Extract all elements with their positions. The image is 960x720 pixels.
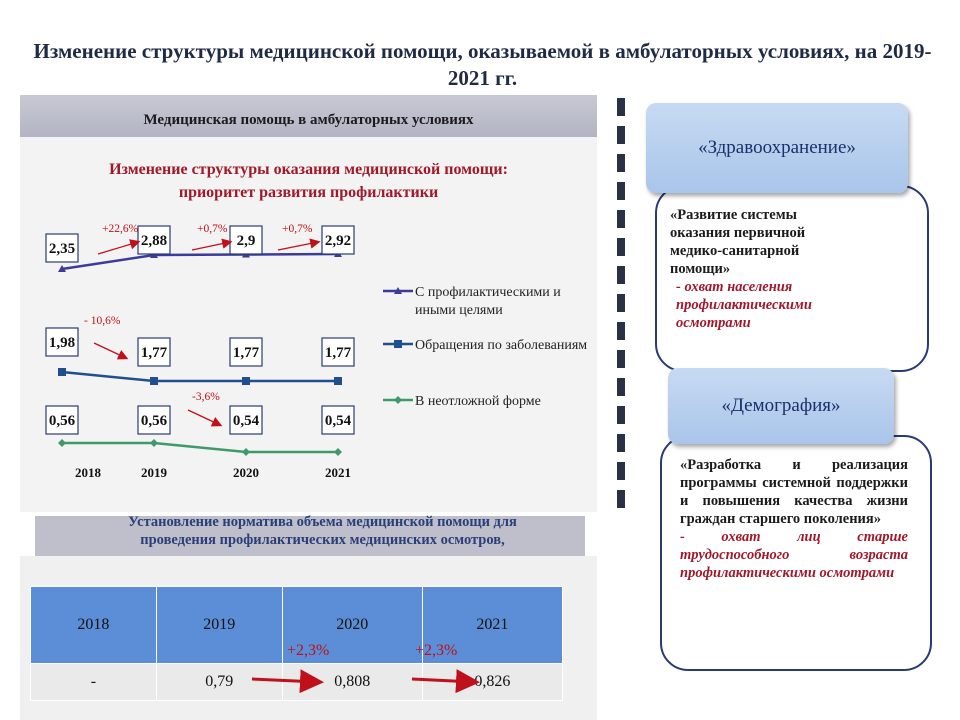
data-label: 0,56 — [140, 413, 168, 429]
legend-label: В неотложной форме — [415, 394, 541, 409]
demo-text — [680, 456, 908, 582]
data-label: 2,35 — [48, 241, 76, 257]
series-line-3 — [62, 443, 338, 452]
demo-pill: «Демография» — [668, 368, 894, 444]
norm-value-cell: 0,808 — [282, 664, 422, 701]
data-label: 1,77 — [140, 345, 168, 361]
change-annotation: +0,7% — [197, 223, 228, 235]
data-label: 2,88 — [140, 233, 168, 249]
data-point — [242, 377, 250, 385]
change-annotation: +22,6% — [102, 223, 139, 235]
legend-label: С профилактическими и — [415, 285, 561, 300]
x-tick-label: 2021 — [325, 465, 351, 480]
norm-header-cell: 2018 — [31, 587, 157, 664]
norm-header-cell: 2019 — [156, 587, 282, 664]
data-point — [334, 448, 342, 456]
dashed-divider — [617, 98, 625, 518]
change-arrow — [98, 242, 138, 254]
chart-title-line1: Изменение структуры оказания медицинской помощи: — [109, 161, 508, 178]
data-point — [58, 368, 66, 376]
change-annotation: -3,6% — [192, 391, 220, 403]
change-annotation: - 10,6% — [84, 315, 121, 327]
data-label: 0,54 — [324, 413, 352, 429]
data-point — [242, 448, 250, 456]
series-line-2 — [62, 372, 338, 381]
data-label: 0,56 — [48, 413, 76, 429]
data-label: 0,54 — [232, 413, 260, 429]
page-title: Изменение структуры медицинской помощи, оказываемой в амбулаторных условиях, на 2019-2021 гг. — [33, 39, 932, 90]
series-line-1 — [62, 254, 338, 269]
zdrav-sub: - охват населения профилактическими осмотрами — [676, 279, 812, 331]
data-label: 1,98 — [48, 335, 76, 351]
data-point — [58, 439, 66, 447]
norm-value-cell: 0,79 — [156, 664, 282, 701]
data-label: 1,77 — [324, 345, 352, 361]
legend-label: Обращения по заболеваниям — [415, 338, 588, 353]
chart-panel-header-text: Медицинская помощь в амбулаторных условиях — [143, 112, 474, 128]
zdrav-pill: «Здравоохранение» — [646, 103, 908, 193]
chart-title — [20, 158, 597, 204]
data-point — [150, 377, 158, 385]
zdrav-text — [670, 206, 850, 332]
change-arrow — [94, 343, 126, 358]
norm-value-cell: 0,826 — [422, 664, 562, 701]
increase-label: +2,3% — [287, 642, 330, 659]
norm-text-line1: Установление норматива объема медицинской помощи для — [128, 514, 517, 530]
chart-title-line2: приоритет развития профилактики — [178, 184, 439, 201]
x-tick-label: 2020 — [233, 465, 259, 480]
norm-table-value-row — [31, 664, 563, 701]
legend-label: иными целями — [415, 303, 503, 318]
norm-value-cell: - — [31, 664, 157, 701]
x-tick-label: 2018 — [75, 465, 101, 480]
zdrav-title: «Развитие системы оказания первичной медико-санитарной помощи» — [670, 207, 806, 277]
demo-sub: - охват лиц старше трудоспособного возраста профилактическими осмотрами — [680, 529, 908, 581]
x-tick-label: 2019 — [141, 465, 167, 480]
data-label: 2,9 — [236, 233, 256, 249]
data-label: 1,77 — [232, 345, 260, 361]
line-chart — [20, 200, 597, 490]
data-point — [334, 377, 342, 385]
demo-title: «Разработка и реализация программы системной поддержки и повышения качества жизни граждан старшего поколения» — [680, 457, 908, 527]
data-point — [150, 439, 158, 447]
norm-header-cell: 2020 — [282, 587, 422, 664]
increase-label: +2,3% — [415, 642, 458, 659]
change-arrow — [188, 410, 220, 425]
norm-text — [55, 513, 590, 549]
data-label: 2,92 — [324, 233, 352, 249]
change-arrow — [192, 242, 230, 250]
norm-header-cell: 2021 — [422, 587, 562, 664]
legend-marker — [394, 396, 402, 404]
norm-text-line2: проведения профилактических медицинских осмотров, — [140, 532, 505, 548]
change-annotation: +0,7% — [282, 223, 313, 235]
change-arrow — [278, 242, 318, 250]
legend-marker — [394, 340, 402, 348]
